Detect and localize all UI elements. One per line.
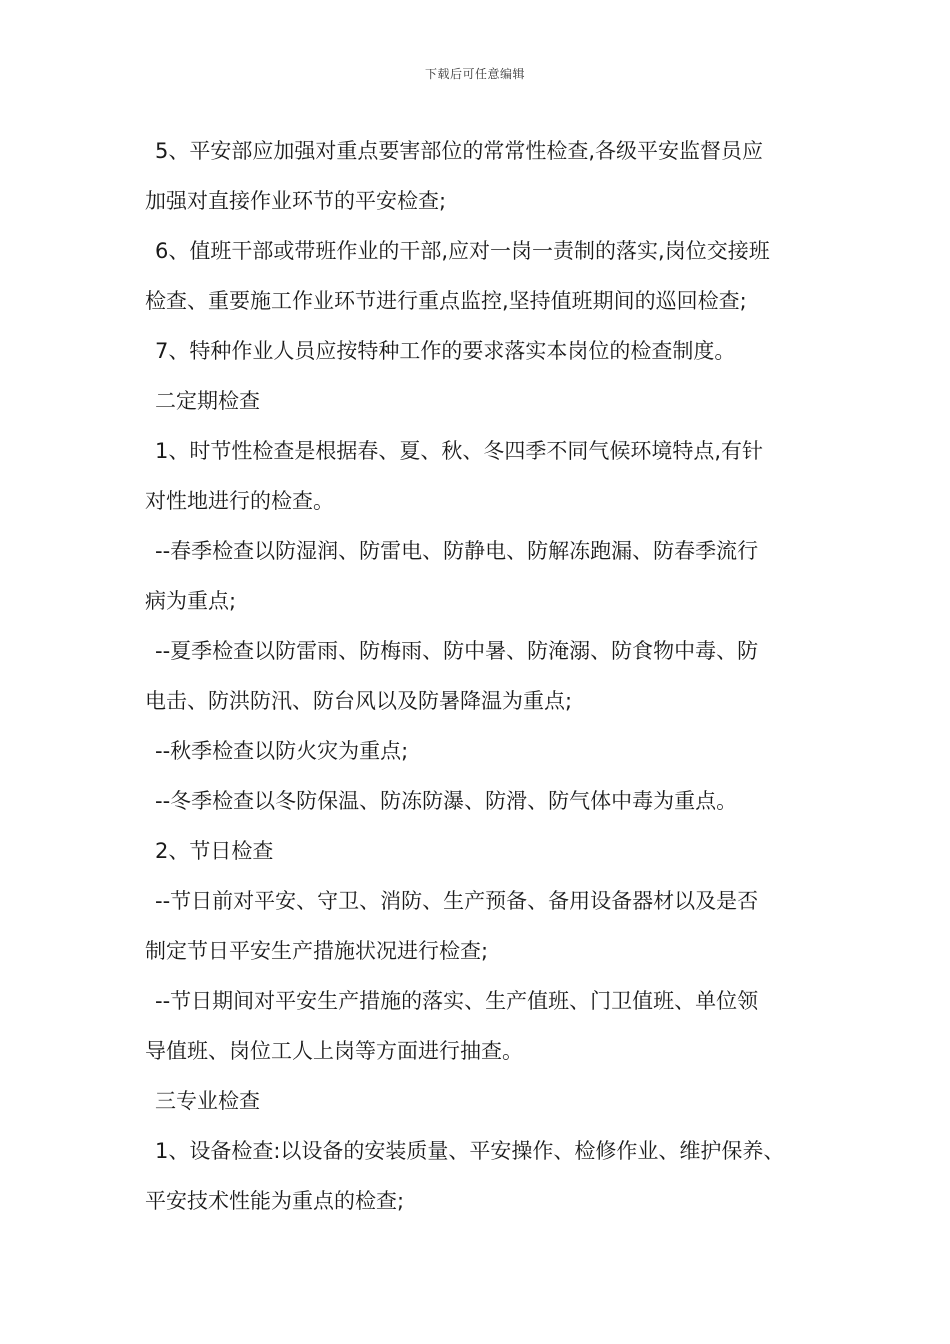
text-line: --节日前对平安、守卫、消防、生产预备、备用设备器材以及是否 — [155, 889, 759, 913]
text-line: --冬季检查以冬防保温、防冻防瀑、防滑、防气体中毒为重点。 — [155, 789, 738, 813]
text-line: 检查、重要施工作业环节进行重点监控,坚持值班期间的巡回检查; — [145, 289, 747, 313]
text-line: 制定节日平安生产措施状况进行检查; — [145, 939, 489, 963]
document-body — [145, 126, 825, 1226]
text-line: --夏季检查以防雷雨、防梅雨、防中暑、防淹溺、防食物中毒、防 — [155, 639, 759, 663]
text-line: 6、值班干部或带班作业的干部,应对一岗一责制的落实,岗位交接班 — [155, 239, 770, 263]
text-line: 5、平安部应加强对重点要害部位的常常性检查,各级平安监督员应 — [155, 139, 764, 163]
text-line: 病为重点; — [145, 589, 237, 613]
page-header: 下载后可任意编辑 — [424, 67, 525, 81]
text-line: 对性地进行的检查。 — [145, 489, 334, 513]
text-line: 1、设备检查:以设备的安装质量、平安操作、检修作业、维护保养、 — [155, 1139, 785, 1163]
text-line: 7、特种作业人员应按特种工作的要求落实本岗位的检查制度。 — [155, 339, 736, 363]
text-line: 电击、防洪防汛、防台风以及防暑降温为重点; — [145, 689, 573, 713]
text-line: --春季检查以防湿润、防雷电、防静电、防解冻跑漏、防春季流行 — [155, 539, 759, 563]
text-line: 2、节日检查 — [155, 839, 274, 863]
text-line: 1、时节性检查是根据春、夏、秋、冬四季不同气候环境特点,有针 — [155, 439, 764, 463]
text-line: 导值班、岗位工人上岗等方面进行抽查。 — [145, 1039, 523, 1063]
text-line: 二定期检查 — [155, 389, 260, 413]
text-line: --节日期间对平安生产措施的落实、生产值班、门卫值班、单位领 — [155, 989, 759, 1013]
text-line: 加强对直接作业环节的平安检查; — [145, 189, 447, 213]
text-line: 三专业检查 — [155, 1089, 260, 1113]
text-line: --秋季检查以防火灾为重点; — [155, 739, 409, 763]
text-line: 平安技术性能为重点的检查; — [145, 1189, 405, 1213]
